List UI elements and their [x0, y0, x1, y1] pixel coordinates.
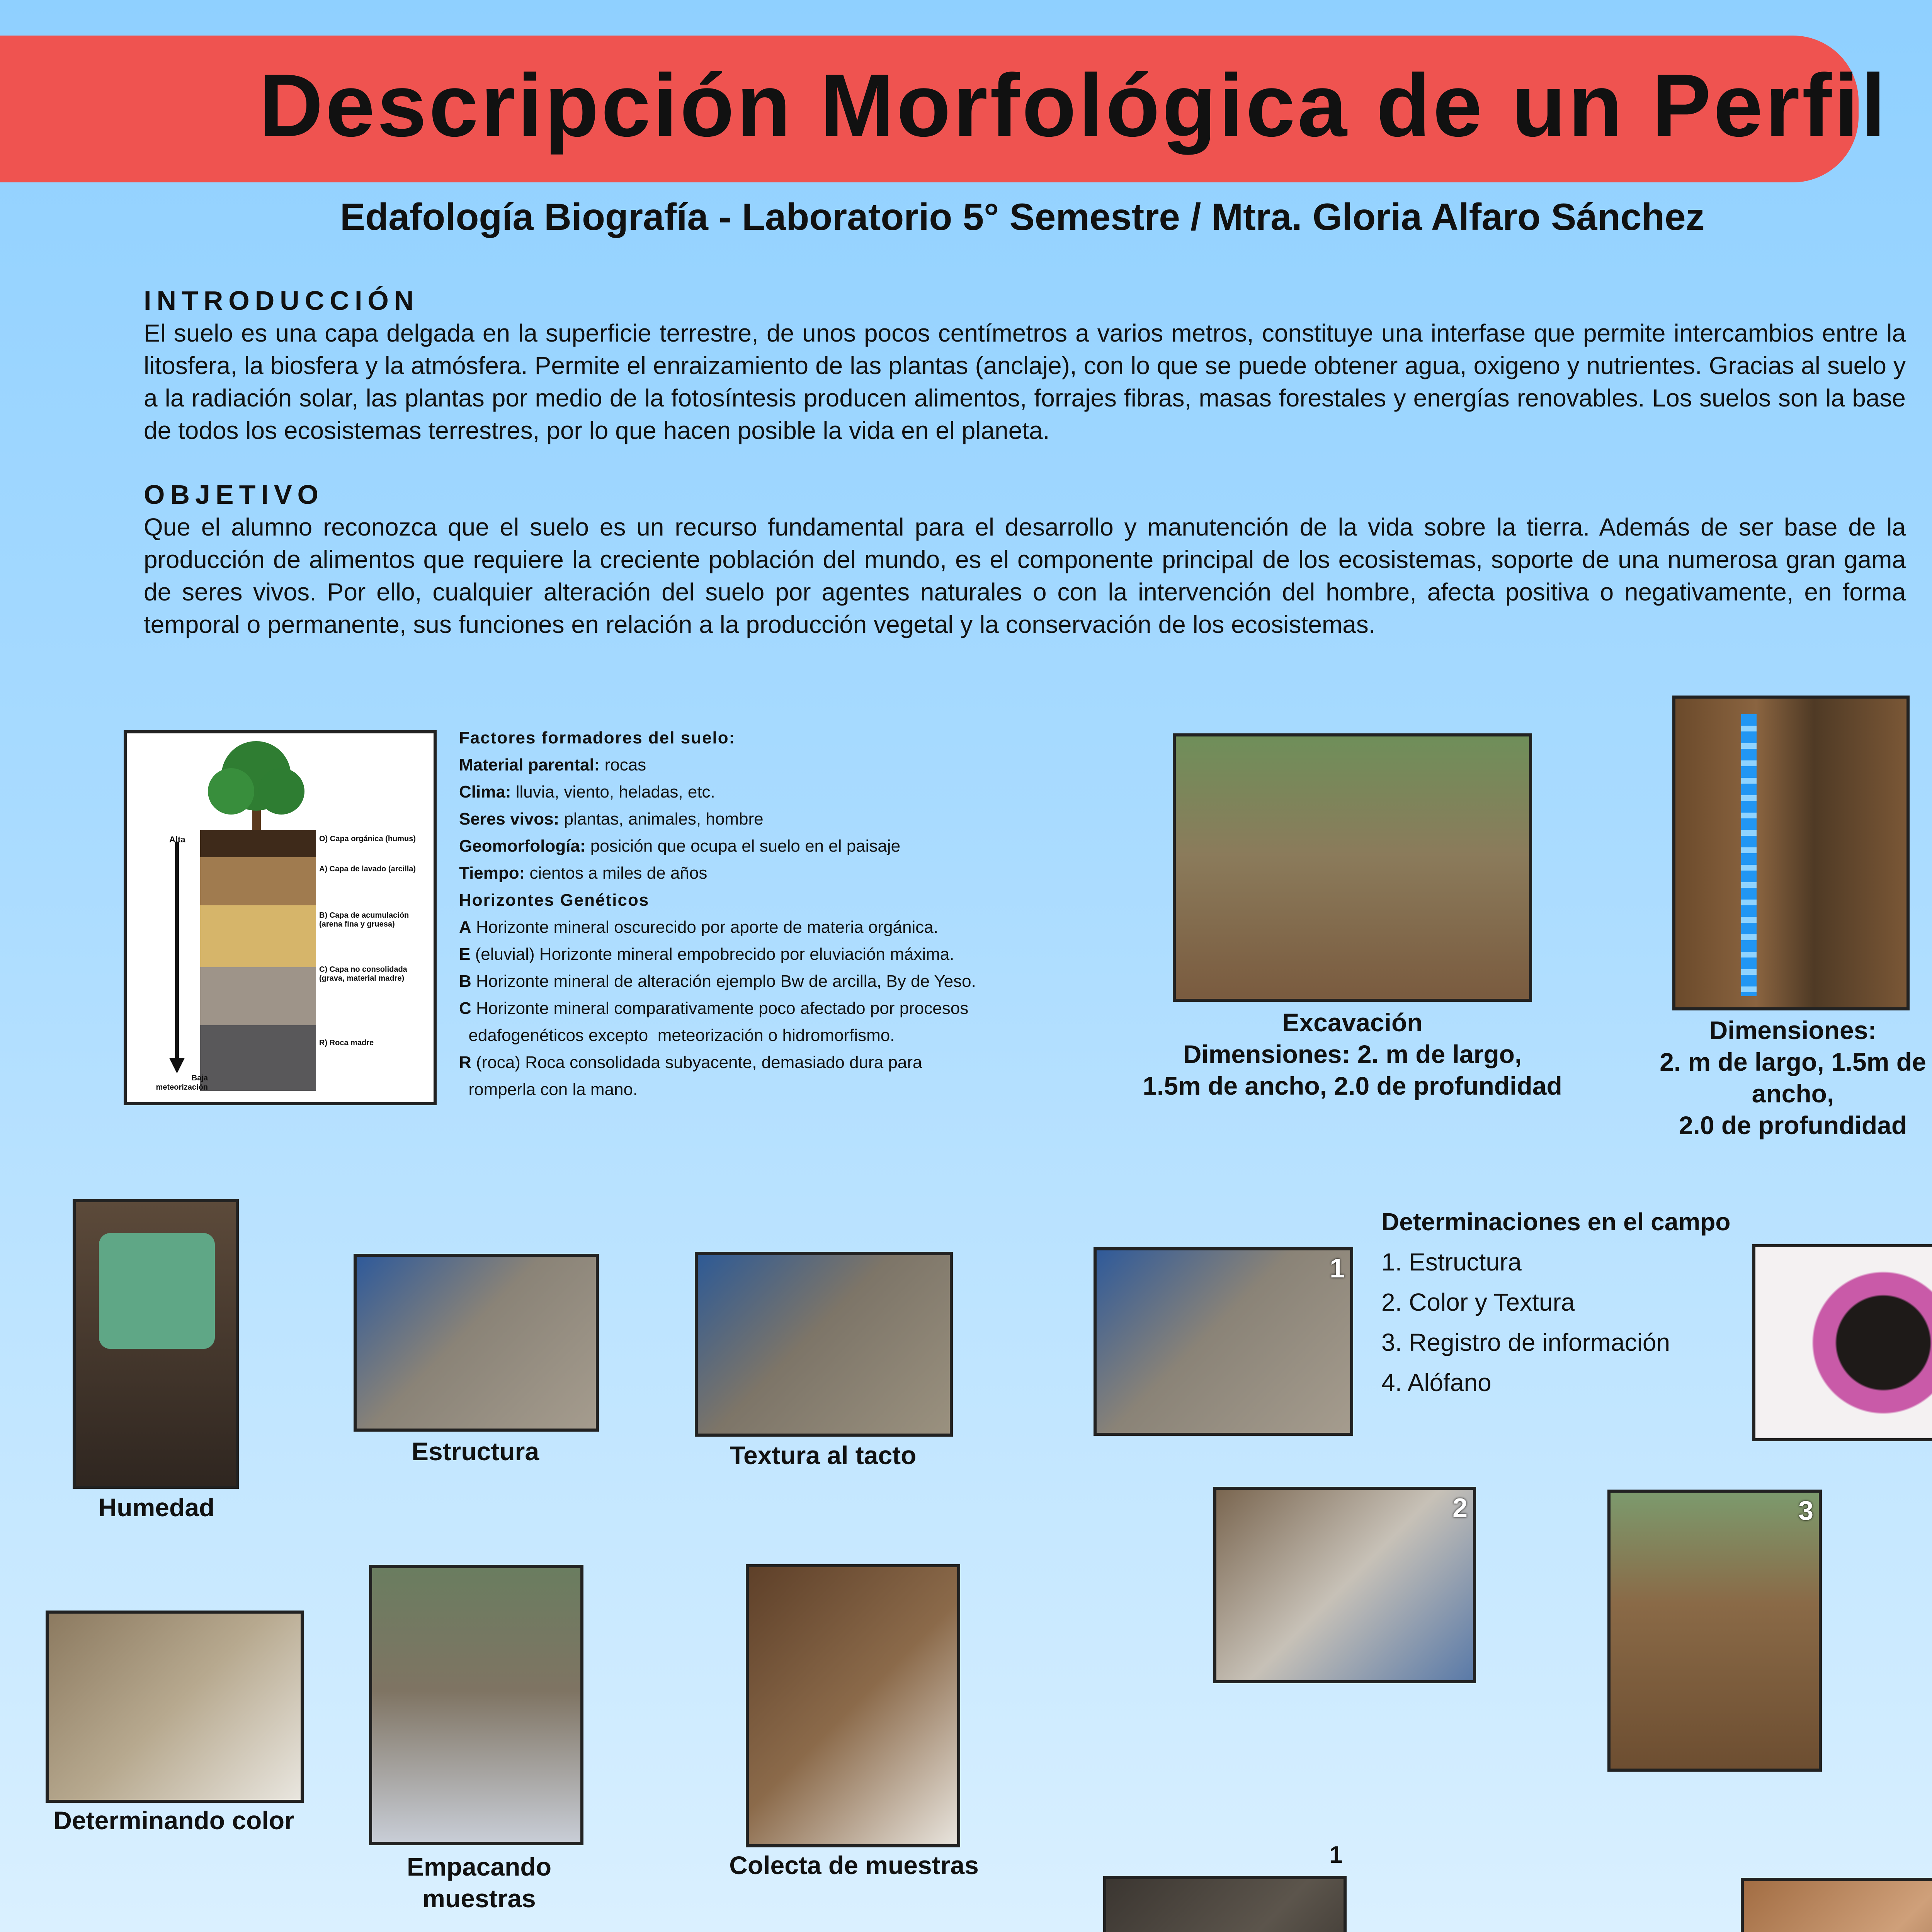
humidity-caption: Humedad [98, 1493, 215, 1522]
diagram-layer-a: A) Capa de lavado (arcilla) [319, 865, 416, 873]
field-determinations-list [1381, 1202, 1730, 1403]
factor-item: Geomorfología: posición que ocupa el suelo en el paisaje [459, 837, 901, 855]
intro-text: El suelo es una capa delgada en la superficie terrestre, de unos pocos centímetros a varios metros, constituye una interfase que permite intercambios entre la litosfera, la biosfera y la atmósfera. Permite el enraizamiento de las plantas (anclaje), con lo que se puede obtener agua, oxigeno y nutrientes. Gracias al suelo y a la radiación solar, las plantas por medio de la fotosíntesis producen alimentos, forrajes fibras, masas forestales y energías renovables. Los suelos son la base de todos los ecosistemas terrestres, por lo que hacen posible la vida en el planeta. [144, 319, 1906, 444]
pit-dimensions-photo [1672, 696, 1910, 1010]
soil-profile-diagram [124, 730, 437, 1105]
humidity-meter-photo [73, 1199, 239, 1489]
dimensions-caption: Dimensiones: 2. m de largo, 1.5m de ancho, 2.0 de profundidad [1660, 1016, 1926, 1139]
objective-text: Que el alumno reconozca que el suelo es un recurso fundamental para el desarrollo y manutención de la vida sobre la tierra. Además de ser base de la producción de alimentos que requiere la creciente población del mundo, es el componente principal de los ecosistemas, soporte de una numerosa gran gama de seres vivos. Por ello, cualquier alteración del suelo por agentes naturales o con la intervención del hombre, afecta positiva o negativamente, en forma temporal o permanente, sus funciones en relación a la producción vegetal y la conservación de los ecosistemas. [144, 513, 1906, 638]
field-photo-number: 2 [1452, 1493, 1468, 1523]
texture-caption: Textura al tacto [730, 1441, 917, 1469]
horizon-item: A Horizonte mineral oscurecido por aporte de materia orgánica. [459, 918, 938, 937]
page-title: Descripción Morfológica de un Perfil [259, 56, 1888, 155]
field-item: 1. Estructura [1381, 1248, 1522, 1276]
meter-body [99, 1233, 215, 1349]
page-subtitle: Edafología Biografía - Laboratorio 5° Semestre / Mtra. Gloria Alfaro Sánchez [340, 196, 1705, 238]
factor-item: Clima: lluvia, viento, heladas, etc. [459, 782, 715, 801]
collection-caption: Colecta de muestras [729, 1851, 979, 1879]
diagram-bottom-label: Baja meteorización [156, 1074, 208, 1092]
packing-photo [369, 1565, 583, 1845]
diagram-top-label: Alta [169, 835, 185, 844]
packing-caption: Empacando muestras [406, 1852, 552, 1913]
horizon-item: romperla con la mano. [459, 1080, 638, 1099]
horizon-item: C Horizonte mineral comparativamente poco afectado por procesos [459, 999, 969, 1018]
collection-photo [746, 1564, 960, 1847]
structure-caption: Estructura [411, 1437, 539, 1466]
excavation-caption: Excavación Dimensiones: 2. m de largo, 1.5m de ancho, 2.0 de profundidad [1143, 1008, 1562, 1100]
color-photo [46, 1611, 304, 1803]
obs-photo-2 [1741, 1878, 1932, 1932]
obs-photo-number: 1 [1329, 1842, 1343, 1868]
horizon-item: R (roca) Roca consolidada subyacente, demasiado dura para [459, 1053, 922, 1072]
horizon-item: E (eluvial) Horizonte mineral empobrecido por eluviación máxima. [459, 945, 954, 964]
field-photo-1 [1094, 1247, 1353, 1436]
field-photo-3 [1607, 1490, 1822, 1772]
structure-photo [354, 1254, 599, 1432]
factor-item: Seres vivos: plantas, animales, hombre [459, 810, 764, 828]
factors-block [459, 724, 1023, 1103]
diagram-layer-b: B) Capa de acumulación (arena fina y gruesa) [319, 911, 409, 929]
factor-item: Material parental: rocas [459, 755, 646, 774]
excavation-photo [1173, 733, 1532, 1002]
diagram-layer-c: C) Capa no consolidada (grava, material madre) [319, 965, 407, 983]
field-photo-number: 1 [1330, 1253, 1345, 1283]
horizon-item: B Horizonte mineral de alteración ejemplo Bw de arcilla, By de Yeso. [459, 972, 976, 991]
color-caption: Determinando color [53, 1806, 294, 1835]
objective-heading: OBJETIVO [144, 480, 324, 510]
field-photo-2 [1213, 1487, 1476, 1683]
horizon-item: edafogenéticos excepto meteorización o hidromorfismo. [459, 1026, 895, 1045]
field-heading: Determinaciones en el campo [1381, 1208, 1731, 1236]
horizons-heading: Horizontes Genéticos [459, 891, 650, 910]
field-item: 4. Alófano [1381, 1369, 1492, 1396]
diagram-layer-o: O) Capa orgánica (humus) [319, 835, 416, 843]
diagram-layer-r: R) Roca madre [319, 1039, 374, 1047]
field-item: 2. Color y Textura [1381, 1288, 1575, 1316]
factor-item: Tiempo: cientos a miles de años [459, 864, 707, 883]
field-photo-number: 3 [1798, 1495, 1813, 1526]
field-photo-4-allophane [1752, 1244, 1932, 1441]
obs-photo-1 [1103, 1876, 1347, 1932]
texture-photo [695, 1252, 953, 1437]
field-item: 3. Registro de información [1381, 1328, 1670, 1356]
intro-heading: INTRODUCCIÓN [144, 286, 419, 316]
factors-heading: Factores formadores del suelo: [459, 728, 736, 747]
measuring-tape [1741, 714, 1757, 996]
